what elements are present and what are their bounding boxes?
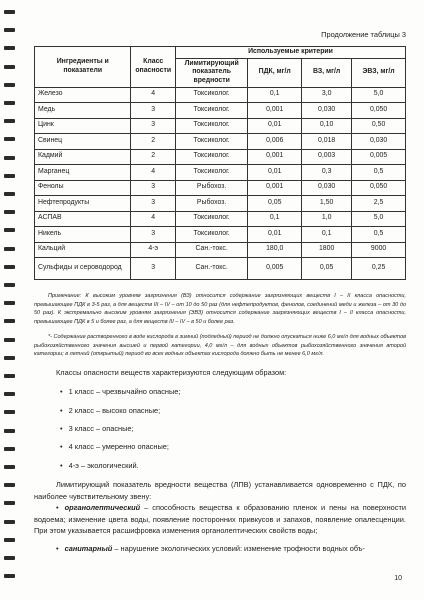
cell-evz: 2,5 [352,196,406,212]
binding-hole [4,174,15,178]
cell-lpv: Рыбохоз. [175,196,247,212]
document-page [34,30,406,554]
table-row [35,211,406,227]
binding-hole [4,265,15,269]
cell-hazard-class: 2 [131,149,176,165]
cell-ingredient: Цинк [35,118,131,134]
sanitary-text: – нарушение экологических условий: изменение трофности водных объ- [112,543,365,553]
binding-hole [4,137,15,141]
hazard-class-item [60,386,406,397]
cell-vz: 0,003 [302,149,352,165]
binding-hole [4,119,15,123]
sanitary-term: санитарный [64,543,113,553]
binding-hole [4,46,15,50]
cell-evz: 0,25 [352,258,406,280]
cell-ingredient: Никель [35,227,131,243]
cell-evz: 0,5 [352,165,406,181]
cell-evz: 0,5 [352,227,406,243]
cell-lpv: Сан.-токс. [175,242,247,258]
binding-hole [4,210,15,214]
cell-ingredient: Кадмий [35,149,131,165]
table-row [35,227,406,243]
table-row [35,87,406,103]
binding-hole [4,429,15,433]
bullet-icon: • [56,503,59,513]
hazard-class-text: 4-э – экологический. [68,460,139,470]
cell-vz: 1,0 [302,211,352,227]
body-text [34,367,406,555]
table-row [35,149,406,165]
binding-hole [4,556,15,560]
bullet-icon: • [60,387,63,397]
cell-vz: 1800 [302,242,352,258]
table-row [35,118,406,134]
cell-lpv: Рыбохоз. [175,180,247,196]
cell-pdk: 0,001 [248,103,302,119]
cell-lpv: Токсиколог. [175,165,247,181]
table-row [35,242,406,258]
bullet-icon: • [56,543,59,553]
binding-hole [4,283,15,287]
organoleptic-text: – способность вещества к образованию пленок и пены на поверхности водоема; изменение цвета воды, появление посторонних привкусов и запахов, появление опалесценции. При этом указывается расшифровка изменения органолептических свойств воды; [34,503,406,536]
cell-ingredient: АСПАВ [35,211,131,227]
header-hazard-class: Класс опасности [131,47,176,88]
bullet-icon: • [60,442,63,452]
cell-hazard-class: 4 [131,211,176,227]
cell-hazard-class: 3 [131,196,176,212]
header-evz: ЭВЗ, мг/л [352,58,406,87]
table-row [35,180,406,196]
header-pdk: ПДК, мг/л [248,58,302,87]
cell-vz: 3,0 [302,87,352,103]
binding-hole [4,356,15,360]
binding-hole [4,501,15,505]
hazard-class-text: 2 класс – высоко опасные; [68,405,161,415]
cell-pdk: 0,05 [248,196,302,212]
cell-lpv: Токсиколог. [175,227,247,243]
cell-vz: 0,10 [302,118,352,134]
cell-evz: 5,0 [352,211,406,227]
cell-lpv: Токсиколог. [175,134,247,150]
header-ingredient: Ингредиенты и показатели [35,47,131,88]
table-row [35,258,406,280]
bullet-icon: • [60,460,63,470]
hazard-class-item [60,405,406,416]
cell-evz: 0,050 [352,103,406,119]
cell-evz: 0,50 [352,118,406,134]
binding-hole [4,338,15,342]
hazard-class-text: 3 класс – опасные; [68,424,134,434]
cell-vz: 0,018 [302,134,352,150]
cell-lpv: Сан.-токс. [175,258,247,280]
cell-vz: 0,05 [302,258,352,280]
hazard-class-list [34,386,406,471]
cell-pdk: 0,01 [248,227,302,243]
cell-ingredient: Фенолы [35,180,131,196]
cell-evz: 0,030 [352,134,406,150]
cell-lpv: Токсиколог. [175,211,247,227]
binding-hole [4,374,15,378]
hazard-class-item [60,441,406,452]
binding-hole [4,392,15,396]
binding-hole [4,101,15,105]
binding-hole [4,228,15,232]
binding-hole [4,538,15,542]
cell-evz: 5,0 [352,87,406,103]
binding-hole [4,465,15,469]
cell-lpv: Токсиколог. [175,103,247,119]
cell-hazard-class: 3 [131,180,176,196]
binding-hole [4,247,15,251]
bullet-icon: • [60,405,63,415]
cell-ingredient: Кальций [35,242,131,258]
spiral-binding [0,0,22,600]
cell-vz: 0,030 [302,103,352,119]
binding-hole [4,447,15,451]
binding-hole [4,319,15,323]
bullet-icon: • [60,424,63,434]
cell-pdk: 0,001 [248,149,302,165]
table-notes [34,292,406,359]
table-continuation-label: Продолжение таблицы 3 [321,30,406,39]
cell-ingredient: Медь [35,103,131,119]
cell-hazard-class: 4-э [131,242,176,258]
binding-hole [4,156,15,160]
binding-hole [4,301,15,305]
table-row [35,196,406,212]
table-body [35,87,406,280]
cell-hazard-class: 2 [131,134,176,150]
cell-evz: 0,005 [352,149,406,165]
organoleptic-term: органолептический [64,503,141,513]
binding-hole [4,483,15,487]
header-lpv: Лимитирующий показатель вредности [175,58,247,87]
cell-evz: 9000 [352,242,406,258]
pollutant-criteria-table [34,46,406,280]
header-criteria: Используемые критерии [175,47,405,59]
cell-ingredient: Нефтепродукты [35,196,131,212]
cell-vz: 0,1 [302,227,352,243]
lpv-paragraph: Лимитирующий показатель вредности вещества (ЛПВ) устанавливается одновременно с ПДК, по наиболее чувствительному звену: [34,480,406,501]
hazard-class-text: 1 класс – чрезвычайно опасные; [68,387,181,397]
hazard-class-item [60,423,406,434]
sanitary-paragraph [34,543,406,554]
cell-hazard-class: 3 [131,118,176,134]
cell-ingredient: Марганец [35,165,131,181]
table-row [35,165,406,181]
cell-ingredient: Железо [35,87,131,103]
cell-hazard-class: 4 [131,87,176,103]
cell-pdk: 0,1 [248,87,302,103]
cell-pdk: 0,01 [248,165,302,181]
cell-pdk: 0,01 [248,118,302,134]
binding-hole [4,574,15,578]
cell-evz: 0,050 [352,180,406,196]
cell-hazard-class: 4 [131,165,176,181]
hazard-class-text: 4 класс – умеренно опасные; [68,442,169,452]
binding-hole [4,520,15,524]
binding-hole [4,410,15,414]
classes-intro: Классы опасности веществ характеризуются следующим образом: [56,367,287,377]
table-row [35,134,406,150]
binding-hole [4,192,15,196]
organoleptic-paragraph [34,502,406,536]
binding-hole [4,83,15,87]
cell-ingredient: Свинец [35,134,131,150]
binding-hole [4,65,15,69]
note-pollution-levels: Примечание: К высоким уровням загрязнения (ВЗ) относится содержание загрязняющих веществ I – II класса опасности, превышающее ПДК в 3-5 раз, а для веществ III – IV – от 10 до 50 раз (для нефтепродуктов, фенолов, соединений меди и железа – от 30 до 50 раз). К экстремально высоким уровням загрязнения (ЭВЗ) относится содержание загрязняющих веществ I – II класса опасности, превышающее ПДК в 5 и более раз, а для веществ III – IV – в 50 и более раз. [34,293,406,325]
cell-ingredient: Сульфиды и сероводород [35,258,131,280]
cell-pdk: 0,006 [248,134,302,150]
note-oxygen: *- Содержание растворенного в воде кислорода в зимний (подледный) период не должно опускаться ниже 6,0 мг/л для водных объектов рыбохозяйственного значения высшей и первой категории, 4,0 мг/л – для водных объектов рыбохозяйственного значения второй категории; в летний (открытый) период во всех водных объектах кислорода должно быть не менее 6,0 мг/л. [34,334,406,358]
hazard-class-item [60,460,406,471]
cell-hazard-class: 3 [131,227,176,243]
table-row [35,103,406,119]
cell-pdk: 0,1 [248,211,302,227]
header-vz: ВЗ, мг/л [302,58,352,87]
cell-pdk: 180,0 [248,242,302,258]
cell-lpv: Токсиколог. [175,87,247,103]
cell-lpv: Токсиколог. [175,118,247,134]
binding-hole [4,10,15,14]
cell-pdk: 0,001 [248,180,302,196]
cell-pdk: 0,005 [248,258,302,280]
cell-vz: 0,030 [302,180,352,196]
page-number: 10 [394,575,402,582]
cell-hazard-class: 3 [131,103,176,119]
cell-vz: 0,3 [302,165,352,181]
cell-hazard-class: 3 [131,258,176,280]
cell-vz: 1,50 [302,196,352,212]
binding-hole [4,28,15,32]
cell-lpv: Токсиколог. [175,149,247,165]
